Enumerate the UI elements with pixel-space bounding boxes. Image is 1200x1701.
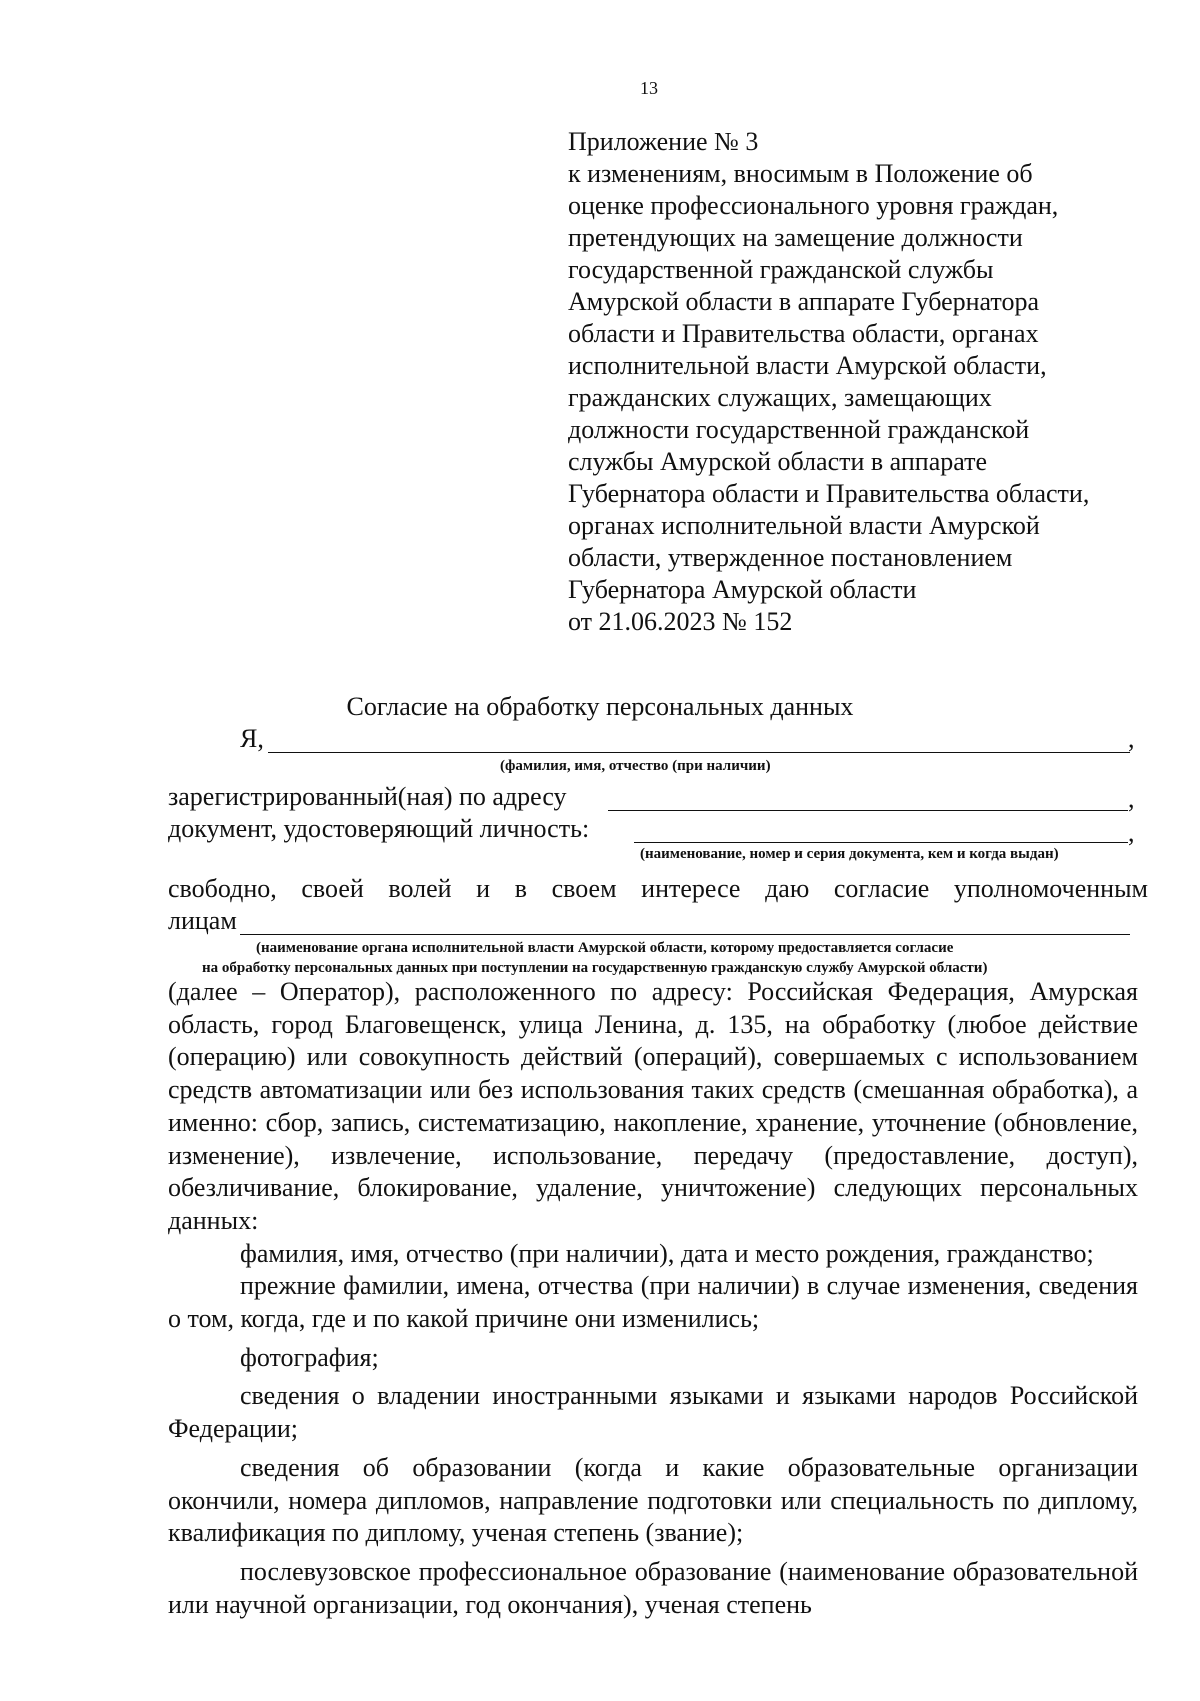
appendix-header [568, 126, 1089, 638]
appendix-line: от 21.06.2023 № 152 [568, 607, 793, 636]
name-field-line[interactable] [268, 752, 1130, 753]
body-text [168, 976, 1138, 1621]
persons-field-label: лицам [168, 906, 237, 935]
appendix-line: исполнительной власти Амурской области, [568, 351, 1047, 380]
document-field-caption: (наименование, номер и серия документа, кем и когда выдан) [640, 846, 1059, 862]
appendix-line: службы Амурской области в аппарате [568, 447, 988, 476]
address-field-line[interactable] [608, 810, 1128, 811]
document-field-comma: , [1128, 818, 1135, 847]
document-field-line[interactable] [634, 842, 1128, 843]
appendix-line: государственной гражданской службы [568, 255, 994, 284]
consent-line: свободно, своей волей и в своем интересе даю согласие уполномоченным [168, 874, 1148, 903]
appendix-line: оценке профессионального уровня граждан, [568, 191, 1059, 220]
page-number: 13 [640, 78, 658, 98]
appendix-line: гражданских служащих, замещающих [568, 383, 992, 412]
document-field-label: документ, удостоверяющий личность: [168, 814, 590, 843]
name-field-label: Я, [240, 724, 264, 753]
appendix-line: органах исполнительной власти Амурской [568, 511, 1040, 540]
paragraph: послевузовское профессиональное образование (наименование образовательной или научной организации, год окончания), ученая степень [168, 1556, 1138, 1619]
appendix-line: области, утвержденное постановлением [568, 543, 1013, 572]
paragraph: сведения об образовании (когда и какие образовательные организации окончили, номера дипломов, направление подготовки или специальность по диплому, квалификация по диплому, ученая степень (звание); [168, 1452, 1138, 1548]
address-field-label: зарегистрированный(ная) по адресу [168, 782, 567, 811]
address-field-comma: , [1128, 784, 1135, 813]
appendix-line: Приложение № 3 [568, 127, 759, 156]
appendix-line: Губернатора области и Правительства области, [568, 479, 1090, 508]
paragraph: сведения о владении иностранными языками и языками народов Российской Федерации; [168, 1381, 1138, 1444]
appendix-line: к изменениям, вносимым в Положение об [568, 159, 1033, 188]
appendix-line: области и Правительства области, органах [568, 319, 1039, 348]
persons-caption-line2: на обработку персональных данных при поступлении на государственную гражданскую службу Амурской области) [202, 960, 988, 976]
persons-caption-line1: (наименование органа исполнительной власти Амурской области, которому предоставляется согласие [256, 940, 954, 956]
paragraph: (далее – Оператор), расположенного по адресу: Российская Федерация, Амурская область, город Благовещенск, улица Ленина, д. 135, на обработку (любое действие (операцию) или совокупность действий (операций), совершаемых с использованием средств автоматизации или без использования таких средств (смешанная обработка), а именно: сбор, запись, систематизацию, накопление, хранение, уточнение (обновление, изменение), извлечение, использование, передачу (предоставление, доступ), обезличивание, блокирование, удаление, уничтожение) следующих персональных данных: [168, 977, 1138, 1235]
name-field-comma: , [1128, 724, 1135, 753]
paragraph: фамилия, имя, отчество (при наличии), дата и место рождения, гражданство; [240, 1238, 1094, 1268]
persons-field-line[interactable] [240, 934, 1130, 935]
document-title: Согласие на обработку персональных данных [346, 692, 854, 721]
appendix-line: должности государственной гражданской [568, 415, 1030, 444]
appendix-line: Губернатора Амурской области [568, 575, 917, 604]
paragraph: прежние фамилии, имена, отчества (при наличии) в случае изменения, сведения о том, когда, где и по какой причине они изменились; [168, 1271, 1138, 1334]
name-field-caption: (фамилия, имя, отчество (при наличии) [500, 758, 771, 774]
appendix-line: Амурской области в аппарате Губернатора [568, 287, 1039, 316]
appendix-line: претендующих на замещение должности [568, 223, 1023, 252]
paragraph: фотография; [240, 1342, 379, 1372]
